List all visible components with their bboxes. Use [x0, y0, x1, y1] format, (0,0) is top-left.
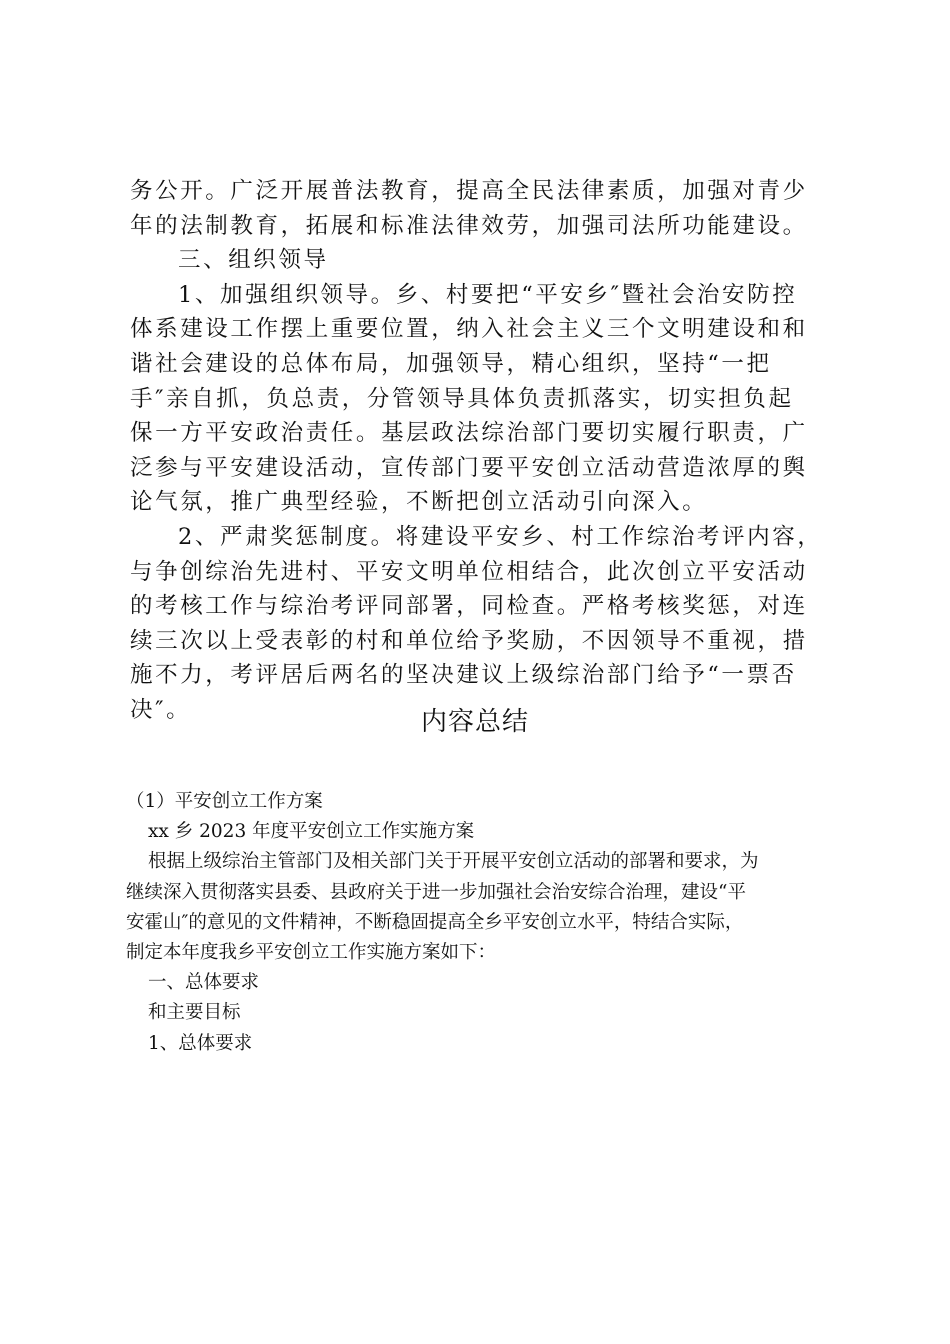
summary-line: 继续深入贯彻落实县委、县政府关于进一步加强社会治安综合治理，建设“平	[126, 881, 746, 903]
paragraph-line: 谐社会建设的总体布局，加强领导，精心组织，坚持“一把	[130, 350, 772, 377]
body-text	[130, 174, 830, 728]
paragraph-line: 1、加强组织领导。乡、村要把“平安乡″暨社会治安防控	[178, 281, 798, 308]
summary-line: 和主要目标	[148, 1002, 241, 1024]
summary-title: 内容总结	[420, 707, 529, 737]
summary-line: 制定本年度我乡平安创立工作实施方案如下：	[126, 941, 497, 963]
paragraph-line: 手″亲自抓，负总责，分管领导具体负责抓落实，切实担负起	[130, 385, 794, 412]
paragraph-line: 体系建设工作摆上重要位置，纳入社会主义三个文明建设和和	[130, 316, 808, 343]
paragraph-line: 保一方平安政治责任。基层政法综治部门要切实履行职责，广	[130, 420, 808, 447]
section-heading: 三、组织领导	[178, 247, 329, 274]
paragraph-line: 施不力，考评居后两名的坚决建议上级综治部门给予“一票否	[130, 662, 797, 689]
paragraph-line: 论气氛，推广典型经验，不断把创立活动引向深入。	[130, 489, 708, 516]
summary-line: xx 乡 2023 年度平安创立工作实施方案	[148, 821, 475, 843]
paragraph-line: 与争创综治先进村、平安文明单位相结合，此次创立平安活动	[130, 558, 808, 585]
paragraph-line: 务公开。广泛开展普法教育，提高全民法律素质，加强对青少	[130, 178, 808, 204]
paragraph-line: 泛参与平安建设活动，宣传部门要平安创立活动营造浓厚的舆	[130, 454, 808, 481]
summary-line: （1）平安创立工作方案	[126, 791, 323, 812]
paragraph-line: 续三次以上受表彰的村和单位给予奖励，不因领导不重视，措	[130, 627, 808, 654]
paragraph-line: 的考核工作与综治考评同部署，同检查。严格考核奖惩，对连	[130, 593, 808, 620]
summary-line: 根据上级综治主管部门及相关部门关于开展平安创立活动的部署和要求，为	[148, 851, 759, 873]
summary-text	[126, 787, 838, 1059]
paragraph-line: 2、严肃奖惩制度。将建设平安乡、村工作综治考评内容，	[178, 523, 823, 550]
paragraph-line: 年的法制教育，拓展和标准法律效劳，加强司法所功能建设。	[130, 212, 808, 239]
summary-line: 1、总体要求	[148, 1032, 253, 1054]
summary-line: 安霍山″的意见的文件精神，不断稳固提高全乡平安创立水平，特结合实际，	[126, 911, 744, 933]
paragraph-line: 决″。	[130, 696, 192, 723]
summary-line: 一、总体要求	[148, 972, 260, 994]
